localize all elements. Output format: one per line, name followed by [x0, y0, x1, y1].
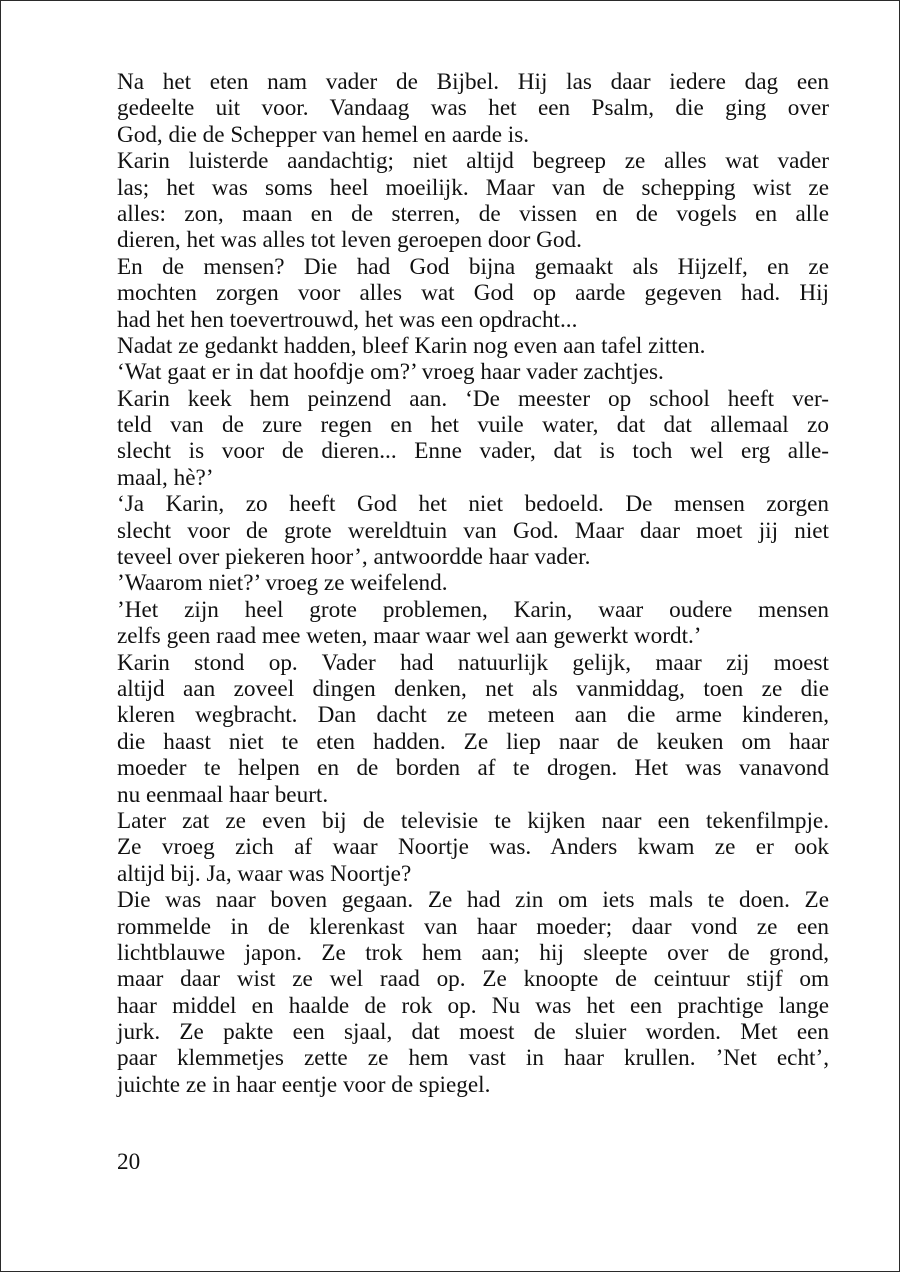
- text-line: maar daar wist ze wel raad op. Ze knoopte de ceintuur stijf om: [117, 966, 829, 993]
- text-line: teveel over piekeren hoor’, antwoordde haar vader.: [117, 544, 591, 571]
- text-line: Later zat ze even bij de televisie te kijken naar een tekenfilmpje.: [117, 807, 829, 834]
- text-line: slecht voor de grote wereldtuin van God. Maar daar moet jij niet: [117, 517, 829, 544]
- text-line: ‘Ja Karin, zo heeft God het niet bedoeld. De mensen zorgen: [117, 491, 829, 518]
- text-line: paar klemmetjes zette ze hem vast in haar krullen. ’Net echt’,: [117, 1045, 829, 1072]
- text-line: altijd bij. Ja, waar was Noortje?: [117, 860, 412, 887]
- text-line: alles: zon, maan en de sterren, de vissen en de vogels en alle: [117, 200, 829, 227]
- text-line: Nadat ze gedankt hadden, bleef Karin nog even aan tafel zitten.: [117, 332, 706, 359]
- text-line: altijd aan zoveel dingen denken, net als vanmiddag, toen ze die: [117, 675, 829, 702]
- text-line: Karin keek hem peinzend aan. ‘De meester op school heeft ver-: [117, 385, 829, 412]
- text-line: God, die de Schepper van hemel en aarde is.: [117, 121, 530, 148]
- text-line: zelfs geen raad mee weten, maar waar wel aan gewerkt wordt.’: [117, 623, 702, 650]
- text-line: maal, hè?’: [117, 464, 214, 491]
- text-line: moeder te helpen en de borden af te drogen. Het was vanavond: [117, 755, 829, 782]
- text-line: Na het eten nam vader de Bijbel. Hij las daar iedere dag een: [117, 69, 829, 95]
- text-line: lichtblauwe japon. Ze trok hem aan; hij sleepte over de grond,: [117, 939, 829, 966]
- text-line: juichte ze in haar eentje voor de spiegel.: [117, 1071, 491, 1098]
- text-line: Ze vroeg zich af waar Noortje was. Anders kwam ze er ook: [117, 834, 829, 861]
- text-line: En de mensen? Die had God bijna gemaakt als Hijzelf, en ze: [117, 253, 829, 280]
- text-line: jurk. Ze pakte een sjaal, dat moest de sluier worden. Met een: [117, 1019, 829, 1046]
- text-line: las; het was soms heel moeilijk. Maar van de schepping wist ze: [117, 174, 829, 201]
- text-line: ‘Wat gaat er in dat hoofdje om?’ vroeg haar vader zachtjes.: [117, 359, 664, 386]
- text-line: kleren wegbracht. Dan dacht ze meteen aan die arme kinderen,: [117, 702, 829, 729]
- text-line: mochten zorgen voor alles wat God op aarde gegeven had. Hij: [117, 280, 829, 307]
- text-line: had het hen toevertrouwd, het was een opdracht...: [117, 306, 578, 333]
- text-line: ’Waarom niet?’ vroeg ze weifelend.: [117, 570, 448, 597]
- body-text: [117, 69, 829, 1098]
- text-line: die haast niet te eten hadden. Ze liep naar de keuken om haar: [117, 728, 829, 755]
- text-line: slecht is voor de dieren... Enne vader, dat is toch wel erg alle-: [117, 438, 829, 465]
- text-line: nu eenmaal haar beurt.: [117, 781, 329, 808]
- text-line: teld van de zure regen en het vuile water, dat dat allemaal zo: [117, 412, 829, 439]
- text-line: ’Het zijn heel grote problemen, Karin, waar oudere mensen: [117, 596, 829, 623]
- text-line: Die was naar boven gegaan. Ze had zin om iets mals te doen. Ze: [117, 887, 829, 914]
- text-line: Karin luisterde aandachtig; niet altijd begreep ze alles wat vader: [117, 148, 829, 175]
- text-line: gedeelte uit voor. Vandaag was het een Psalm, die ging over: [117, 95, 829, 122]
- text-line: rommelde in de klerenkast van haar moeder; daar vond ze een: [117, 913, 829, 940]
- text-line: dieren, het was alles tot leven geroepen door God.: [117, 227, 582, 254]
- text-line: haar middel en haalde de rok op. Nu was het een prachtige lange: [117, 992, 829, 1019]
- text-line: Karin stond op. Vader had natuurlijk gelijk, maar zij moest: [117, 649, 829, 676]
- page-number: 20: [117, 1149, 141, 1175]
